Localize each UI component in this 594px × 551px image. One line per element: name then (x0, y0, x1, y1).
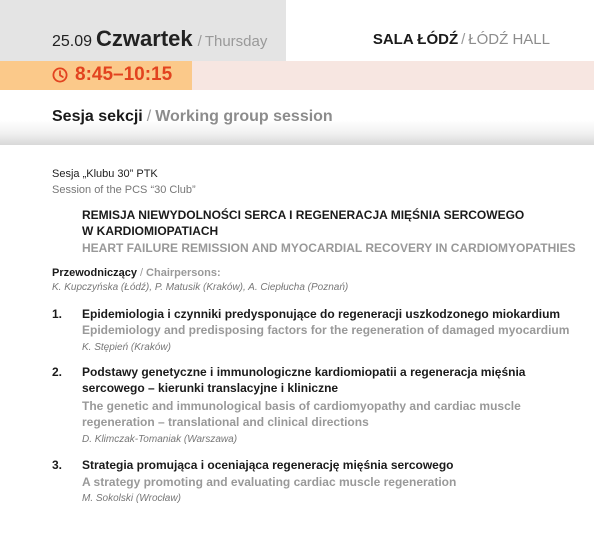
date-separator: / (197, 33, 202, 50)
day-pl: Czwartek (96, 26, 193, 51)
lecture-title-pl (82, 364, 525, 396)
session-title-pl (82, 207, 524, 239)
club-name-en: Session of the PCS “30 Club” (52, 184, 196, 196)
hall-separator: / (461, 31, 466, 48)
lecture-title-pl-line: Podstawy genetyczne i immunologiczne kardiomiopatii a regeneracja mięśnia (82, 365, 526, 379)
chairpersons-separator: / (139, 267, 144, 279)
chairpersons-label-en: Chairpersons: (146, 267, 221, 279)
lecture-title-en (82, 398, 521, 430)
date-number: 25.09 (52, 33, 93, 50)
lecture-title-en-line: A strategy promoting and evaluating cardiac muscle regeneration (82, 475, 457, 489)
lecture-title-pl-line: Epidemiologia i czynniki predysponujące do regeneracji uszkodzonego miokardium (82, 307, 561, 321)
day-en: Thursday (204, 33, 268, 50)
lecture-title-pl-line: Strategia promująca i oceniająca regenerację mięśnia sercowego (82, 458, 454, 472)
lecture-number: 3. (52, 458, 63, 472)
lecture-speaker: M. Sokolski (Wrocław) (82, 493, 181, 504)
club-name-pl: Sesja „Klubu 30” PTK (52, 168, 158, 180)
lecture-title-pl-line: sercowego – kierunki translacyjne i kliniczne (82, 381, 339, 395)
lecture-title-en-line: The genetic and immunological basis of cardiomyopathy and cardiac muscle (82, 399, 521, 413)
session-type-pl: Sesja sekcji (52, 108, 143, 125)
lecture-title-pl (82, 306, 560, 322)
lecture-speaker: D. Klimczak-Tomaniak (Warszawa) (82, 434, 238, 445)
hall-pl: SALA ŁÓDŹ (372, 31, 459, 48)
session-title-pl-line-2: W KARDIOMIOPATIACH (82, 224, 219, 238)
session-type-en: Working group session (155, 108, 333, 125)
lecture-speaker: K. Stępień (Kraków) (82, 342, 171, 353)
session-title-en: HEART FAILURE REMISSION AND MYOCARDIAL RECOVERY IN CARDIOMYOPATHIES (82, 241, 576, 255)
session-time: 8:45–10:15 (75, 64, 173, 85)
chairpersons-names: K. Kupczyńska (Łódź), P. Matusik (Kraków), A. Ciepłucha (Poznań) (52, 282, 349, 293)
lecture-number: 2. (52, 365, 63, 379)
lecture-title-en-line: Epidemiology and predisposing factors for the regeneration of damaged myocardium (82, 323, 570, 337)
session-type-separator: / (146, 108, 152, 125)
lecture-number: 1. (52, 307, 63, 321)
chairpersons-label (52, 267, 221, 279)
hall-en: ŁÓDŹ HALL (468, 31, 550, 48)
lecture-title-en (82, 474, 456, 490)
lecture-title-pl (82, 457, 454, 473)
chairpersons-label-pl: Przewodniczący (52, 267, 137, 279)
lecture-title-en (82, 322, 569, 338)
session-title-pl-line-1: REMISJA NIEWYDOLNOŚCI SERCA I REGENERACJA MIĘŚNIA SERCOWEGO (82, 208, 525, 222)
lecture-title-en-line: regeneration – translational and clinical directions (82, 415, 369, 429)
